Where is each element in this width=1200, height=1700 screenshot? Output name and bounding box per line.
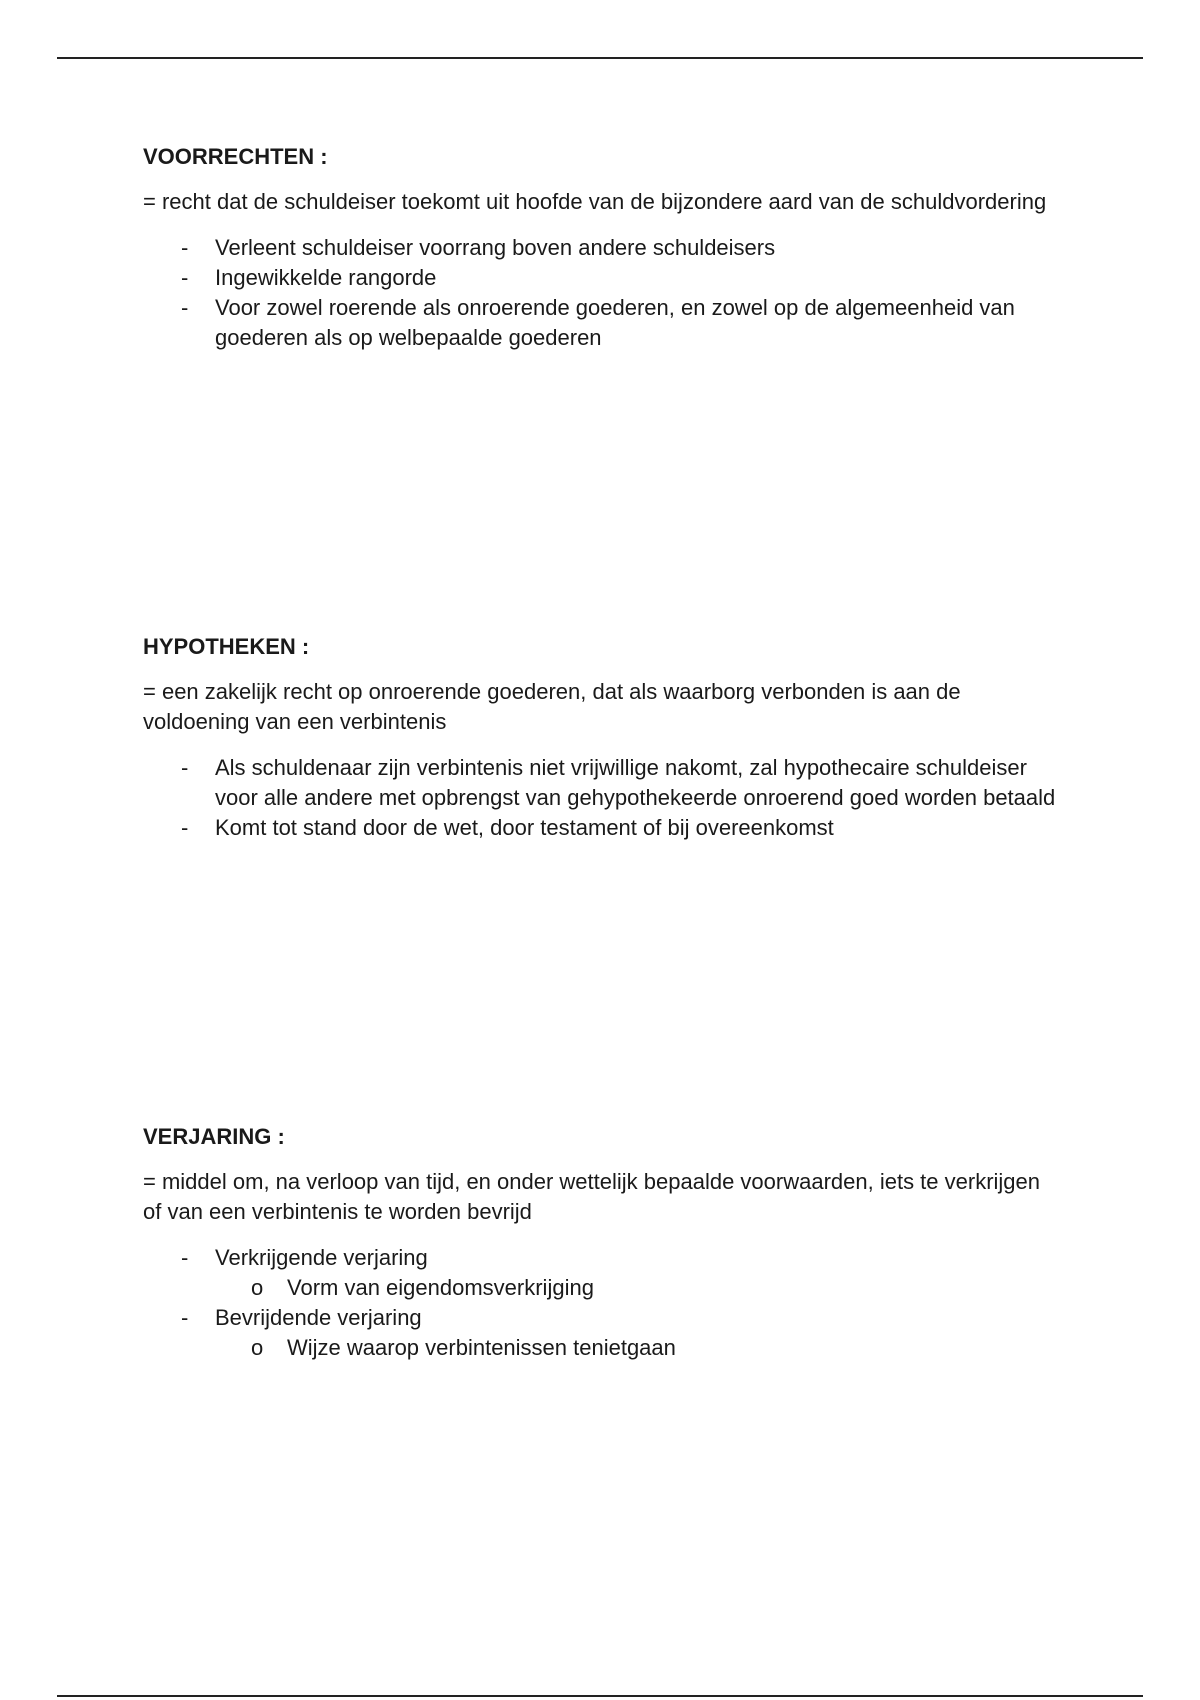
- circle-bullet: o: [251, 1275, 264, 1300]
- section-definition: = recht dat de schuldeiser toekomt uit hoofde van de bijzondere aard van de schuldvordering: [143, 189, 1047, 214]
- dash-bullet: -: [181, 235, 189, 260]
- section-heading: VERJARING :: [143, 1124, 285, 1149]
- list-item-text: Verleent schuldeiser voorrang boven andere schuldeisers: [215, 235, 776, 260]
- list-item: [143, 263, 1063, 293]
- section-definition: = middel om, na verloop van tijd, en onder wettelijk bepaalde voorwaarden, iets te verkrijgen of van een verbintenis te worden bevrijd: [143, 1169, 1041, 1224]
- list-item-text: Komt tot stand door de wet, door testament of bij overeenkomst: [215, 815, 834, 840]
- dash-bullet: -: [181, 295, 189, 320]
- list-item-text: Voor zowel roerende als onroerende goederen, en zowel op de algemeenheid van goederen als op welbepaalde goederen: [215, 295, 1015, 350]
- dash-bullet: -: [181, 265, 189, 290]
- sub-bullet-list: [215, 1273, 1063, 1303]
- list-item: [143, 233, 1063, 263]
- bullet-list: [143, 1243, 1063, 1363]
- sub-bullet-list: [215, 1333, 1063, 1363]
- bullet-list: [143, 753, 1063, 843]
- list-item-text: Verkrijgende verjaring: [215, 1245, 428, 1270]
- section-heading: HYPOTHEKEN :: [143, 634, 310, 659]
- list-item: [143, 753, 1063, 813]
- dash-bullet: -: [181, 1245, 189, 1270]
- dash-bullet: -: [181, 755, 189, 780]
- dash-bullet: -: [181, 815, 189, 840]
- section-verjaring: [143, 1122, 1063, 1363]
- top-rule: [57, 57, 1143, 59]
- section-definition: = een zakelijk recht op onroerende goederen, dat als waarborg verbonden is aan de voldoening van een verbintenis: [143, 679, 961, 734]
- section-voorrechten: [143, 142, 1063, 353]
- list-item-text: Ingewikkelde rangorde: [215, 265, 437, 290]
- list-item-text: Als schuldenaar zijn verbintenis niet vrijwillige nakomt, zal hypothecaire schuldeiser voor alle andere met opbrengst van gehypothekeerde onroerend goed worden betaald: [215, 755, 1056, 810]
- dash-bullet: -: [181, 1305, 189, 1330]
- section-heading: VOORRECHTEN :: [143, 144, 328, 169]
- list-item: [143, 1243, 1063, 1303]
- list-item: [143, 293, 1063, 353]
- bottom-rule: [57, 1695, 1143, 1697]
- circle-bullet: o: [251, 1335, 264, 1360]
- list-item: [143, 1303, 1063, 1363]
- sub-list-item: [215, 1273, 1063, 1303]
- list-item: [143, 813, 1063, 843]
- sub-list-item-text: Vorm van eigendomsverkrijging: [287, 1275, 594, 1300]
- sub-list-item-text: Wijze waarop verbintenissen tenietgaan: [287, 1335, 676, 1360]
- sub-list-item: [215, 1333, 1063, 1363]
- bullet-list: [143, 233, 1063, 353]
- section-hypotheken: [143, 632, 1063, 843]
- list-item-text: Bevrijdende verjaring: [215, 1305, 422, 1330]
